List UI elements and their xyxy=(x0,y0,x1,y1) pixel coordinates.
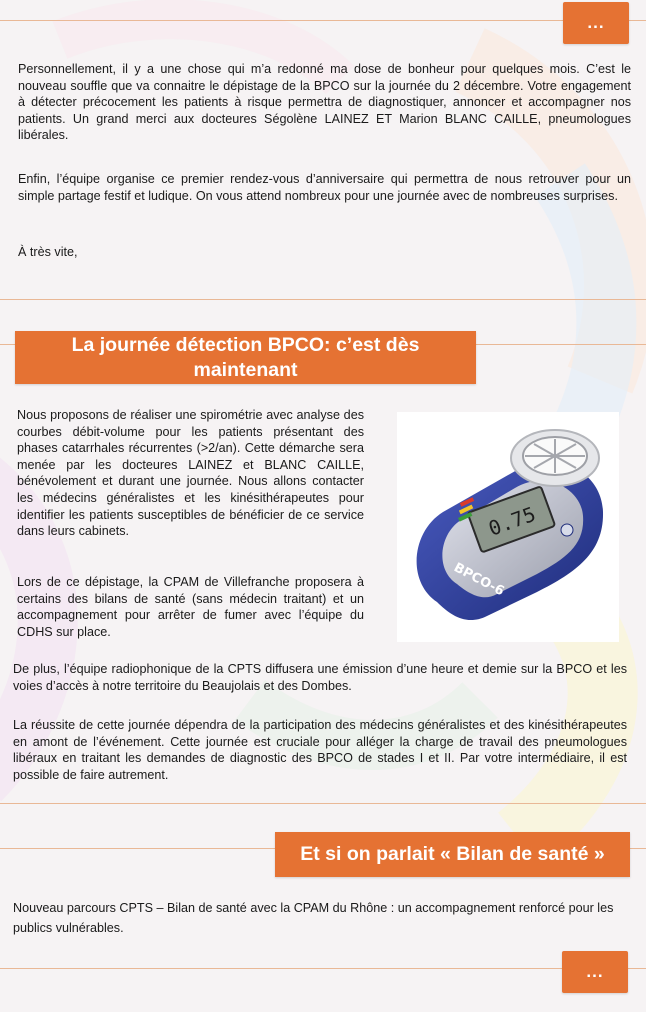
device-brand-label: BPCO-6 xyxy=(451,560,507,600)
intro-paragraph-1: Personnellement, il y a une chose qui m’a redonné ma dose de bonheur pour quelques mois. C’est le nouveau souffle que va connaitre le dépistage de la BPCO sur la journée du 2 décembre. Votre engagement à détecter précocement les patients à risque permettra de diagnostiquer, annoncer et accompagner nos patients. Un grand merci aux docteures Ségolène LAINEZ ET Marion BLANC CAILLE, pneumologues libérales. xyxy=(18,62,631,143)
bilan-section-heading xyxy=(275,832,630,877)
bpco-paragraph-2: Lors de ce dépistage, la CPAM de Villefranche proposera à certains des bilans de santé (sans médecin traitant) et un accompagnement pour arrêter de fumer avec l’équipe du CDHS sur place. xyxy=(17,575,364,639)
spirometer-photo xyxy=(397,412,619,642)
spirometer-illustration xyxy=(397,412,619,642)
bpco-paragraph-4: La réussite de cette journée dépendra de la participation des médecins généralistes et des kinésithérapeutes en amont de l’événement. Cette journée est cruciale pour alléger la charge de travail des pneumologues libéraux en traitant les demandes de diagnostic des BPCO de stades I et II. Par votre intermédiaire, il est possible de faire autrement. xyxy=(13,718,627,782)
bpco-paragraph-1: Nous proposons de réaliser une spirométrie avec analyse des courbes débit-volume pour les patients présentant des phases catarrhales récurrentes (>2/an). Cette démarche sera menée par les docteures LAINEZ et BLANC CAILLE, bénévolement et durant une journée. Nous allons contacter les médecins généralistes et les kinésithérapeutes pour identifier les patients susceptibles de bénéficier de ce service dans leurs cabinets. xyxy=(17,408,364,539)
intro-signoff: À très vite, xyxy=(18,245,78,259)
section-divider-2a xyxy=(0,803,646,804)
bottom-divider xyxy=(0,968,646,969)
bpco-section-heading xyxy=(15,331,476,384)
bilan-paragraph: Nouveau parcours CPTS – Bilan de santé avec la CPAM du Rhône : un accompagnement renforcé pour les publics vulnérables. xyxy=(13,901,614,935)
top-divider xyxy=(0,20,646,21)
bpco-paragraph-3: De plus, l’équipe radiophonique de la CPTS diffusera une émission d’une heure et demie sur la BPCO et les voies d’accès à notre territoire du Beaujolais et des Dombes. xyxy=(13,662,627,693)
bpco-section-heading-text: La journée détection BPCO: c’est dès maintenant xyxy=(71,333,420,381)
bottom-more-button[interactable]: ... xyxy=(562,951,628,993)
section-divider-1a xyxy=(0,299,646,300)
top-more-button[interactable]: ... xyxy=(563,2,629,44)
bilan-section-heading-text: Et si on parlait « Bilan de santé » xyxy=(300,843,605,865)
device-screen-value: 0.75 xyxy=(485,501,539,541)
intro-paragraph-2: Enfin, l’équipe organise ce premier rendez-vous d’anniversaire qui permettra de nous retrouver pour un simple partage festif et ludique. On vous attend nombreux pour une journée avec de nombreuses surprises. xyxy=(18,172,631,203)
